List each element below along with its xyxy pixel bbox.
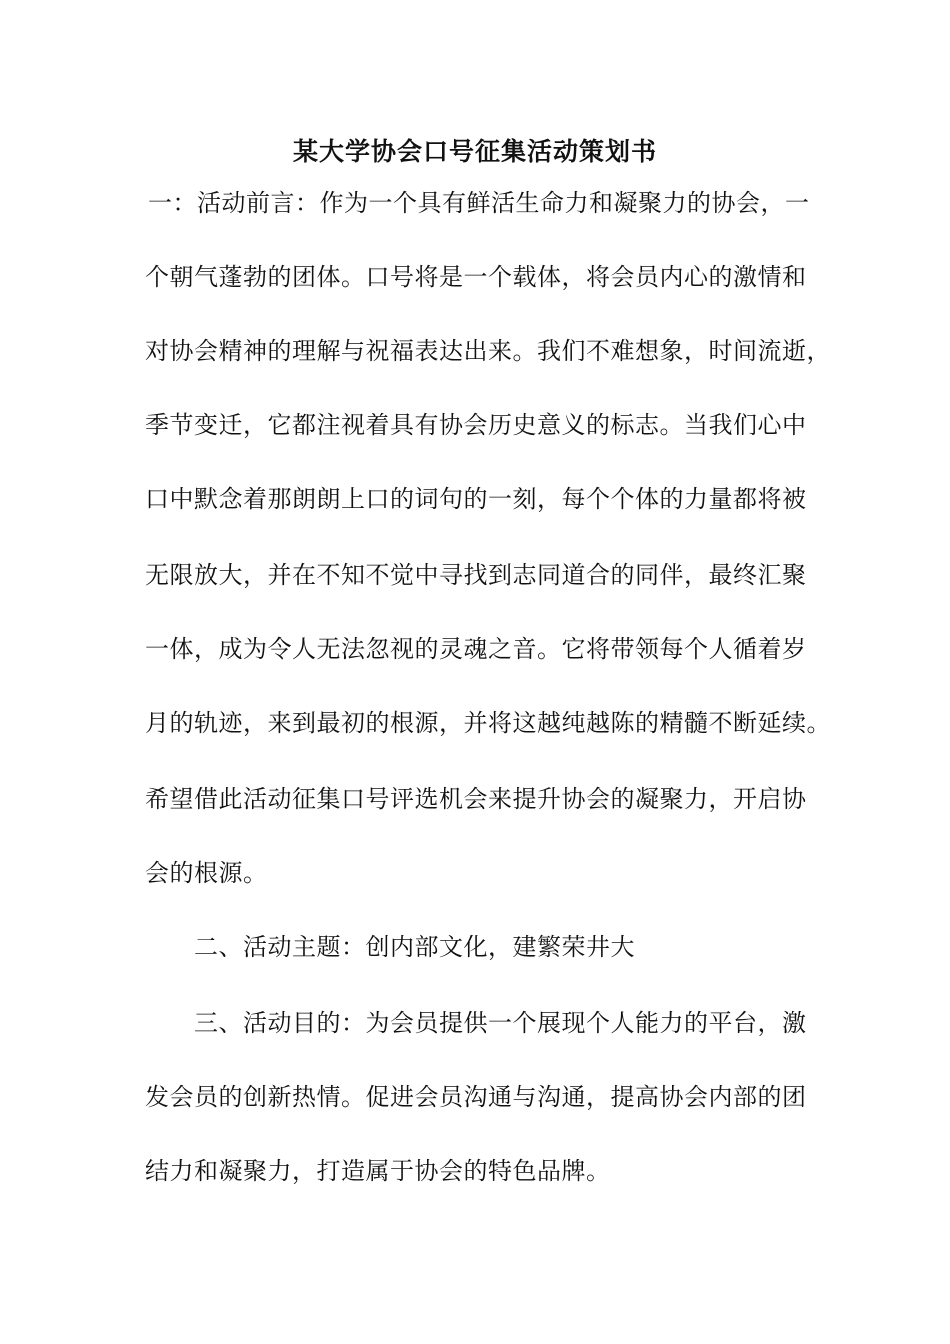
section-heading: 二、活动主题：创内部文化，建繁荣井大 [194, 933, 635, 961]
paragraph-line: 一：活动前言：作为一个具有鲜活生命力和凝聚力的协会，一 [148, 189, 810, 217]
paragraph-line: 个朝气蓬勃的团体。口号将是一个载体，将会员内心的激情和 [145, 263, 807, 291]
paragraph-line: 会的根源。 [145, 859, 268, 887]
paragraph-line: 无限放大，并在不知不觉中寻找到志同道合的同伴，最终汇聚 [145, 561, 807, 589]
paragraph-line: 希望借此活动征集口号评选机会来提升协会的凝聚力，开启协 [145, 785, 807, 813]
paragraph-line: 发会员的创新热情。促进会员沟通与沟通，提高协会内部的团 [145, 1083, 807, 1111]
paragraph-line: 口中默念着那朗朗上口的词句的一刻，每个个体的力量都将被 [145, 485, 807, 513]
paragraph-line: 月的轨迹，来到最初的根源，并将这越纯越陈的精髓不断延续。 [145, 709, 831, 737]
paragraph-line: 对协会精神的理解与祝福表达出来。我们不难想象，时间流逝， [145, 337, 831, 365]
paragraph-line: 结力和凝聚力，打造属于协会的特色品牌。 [145, 1157, 611, 1185]
paragraph-line: 季节变迁，它都注视着具有协会历史意义的标志。当我们心中 [145, 411, 807, 439]
paragraph-line: 一体，成为令人无法忽视的灵魂之音。它将带领每个人循着岁 [145, 635, 807, 663]
paragraph-line: 三、活动目的：为会员提供一个展现个人能力的平台，激 [194, 1009, 807, 1037]
document-title: 某大学协会口号征集活动策划书 [292, 137, 657, 166]
